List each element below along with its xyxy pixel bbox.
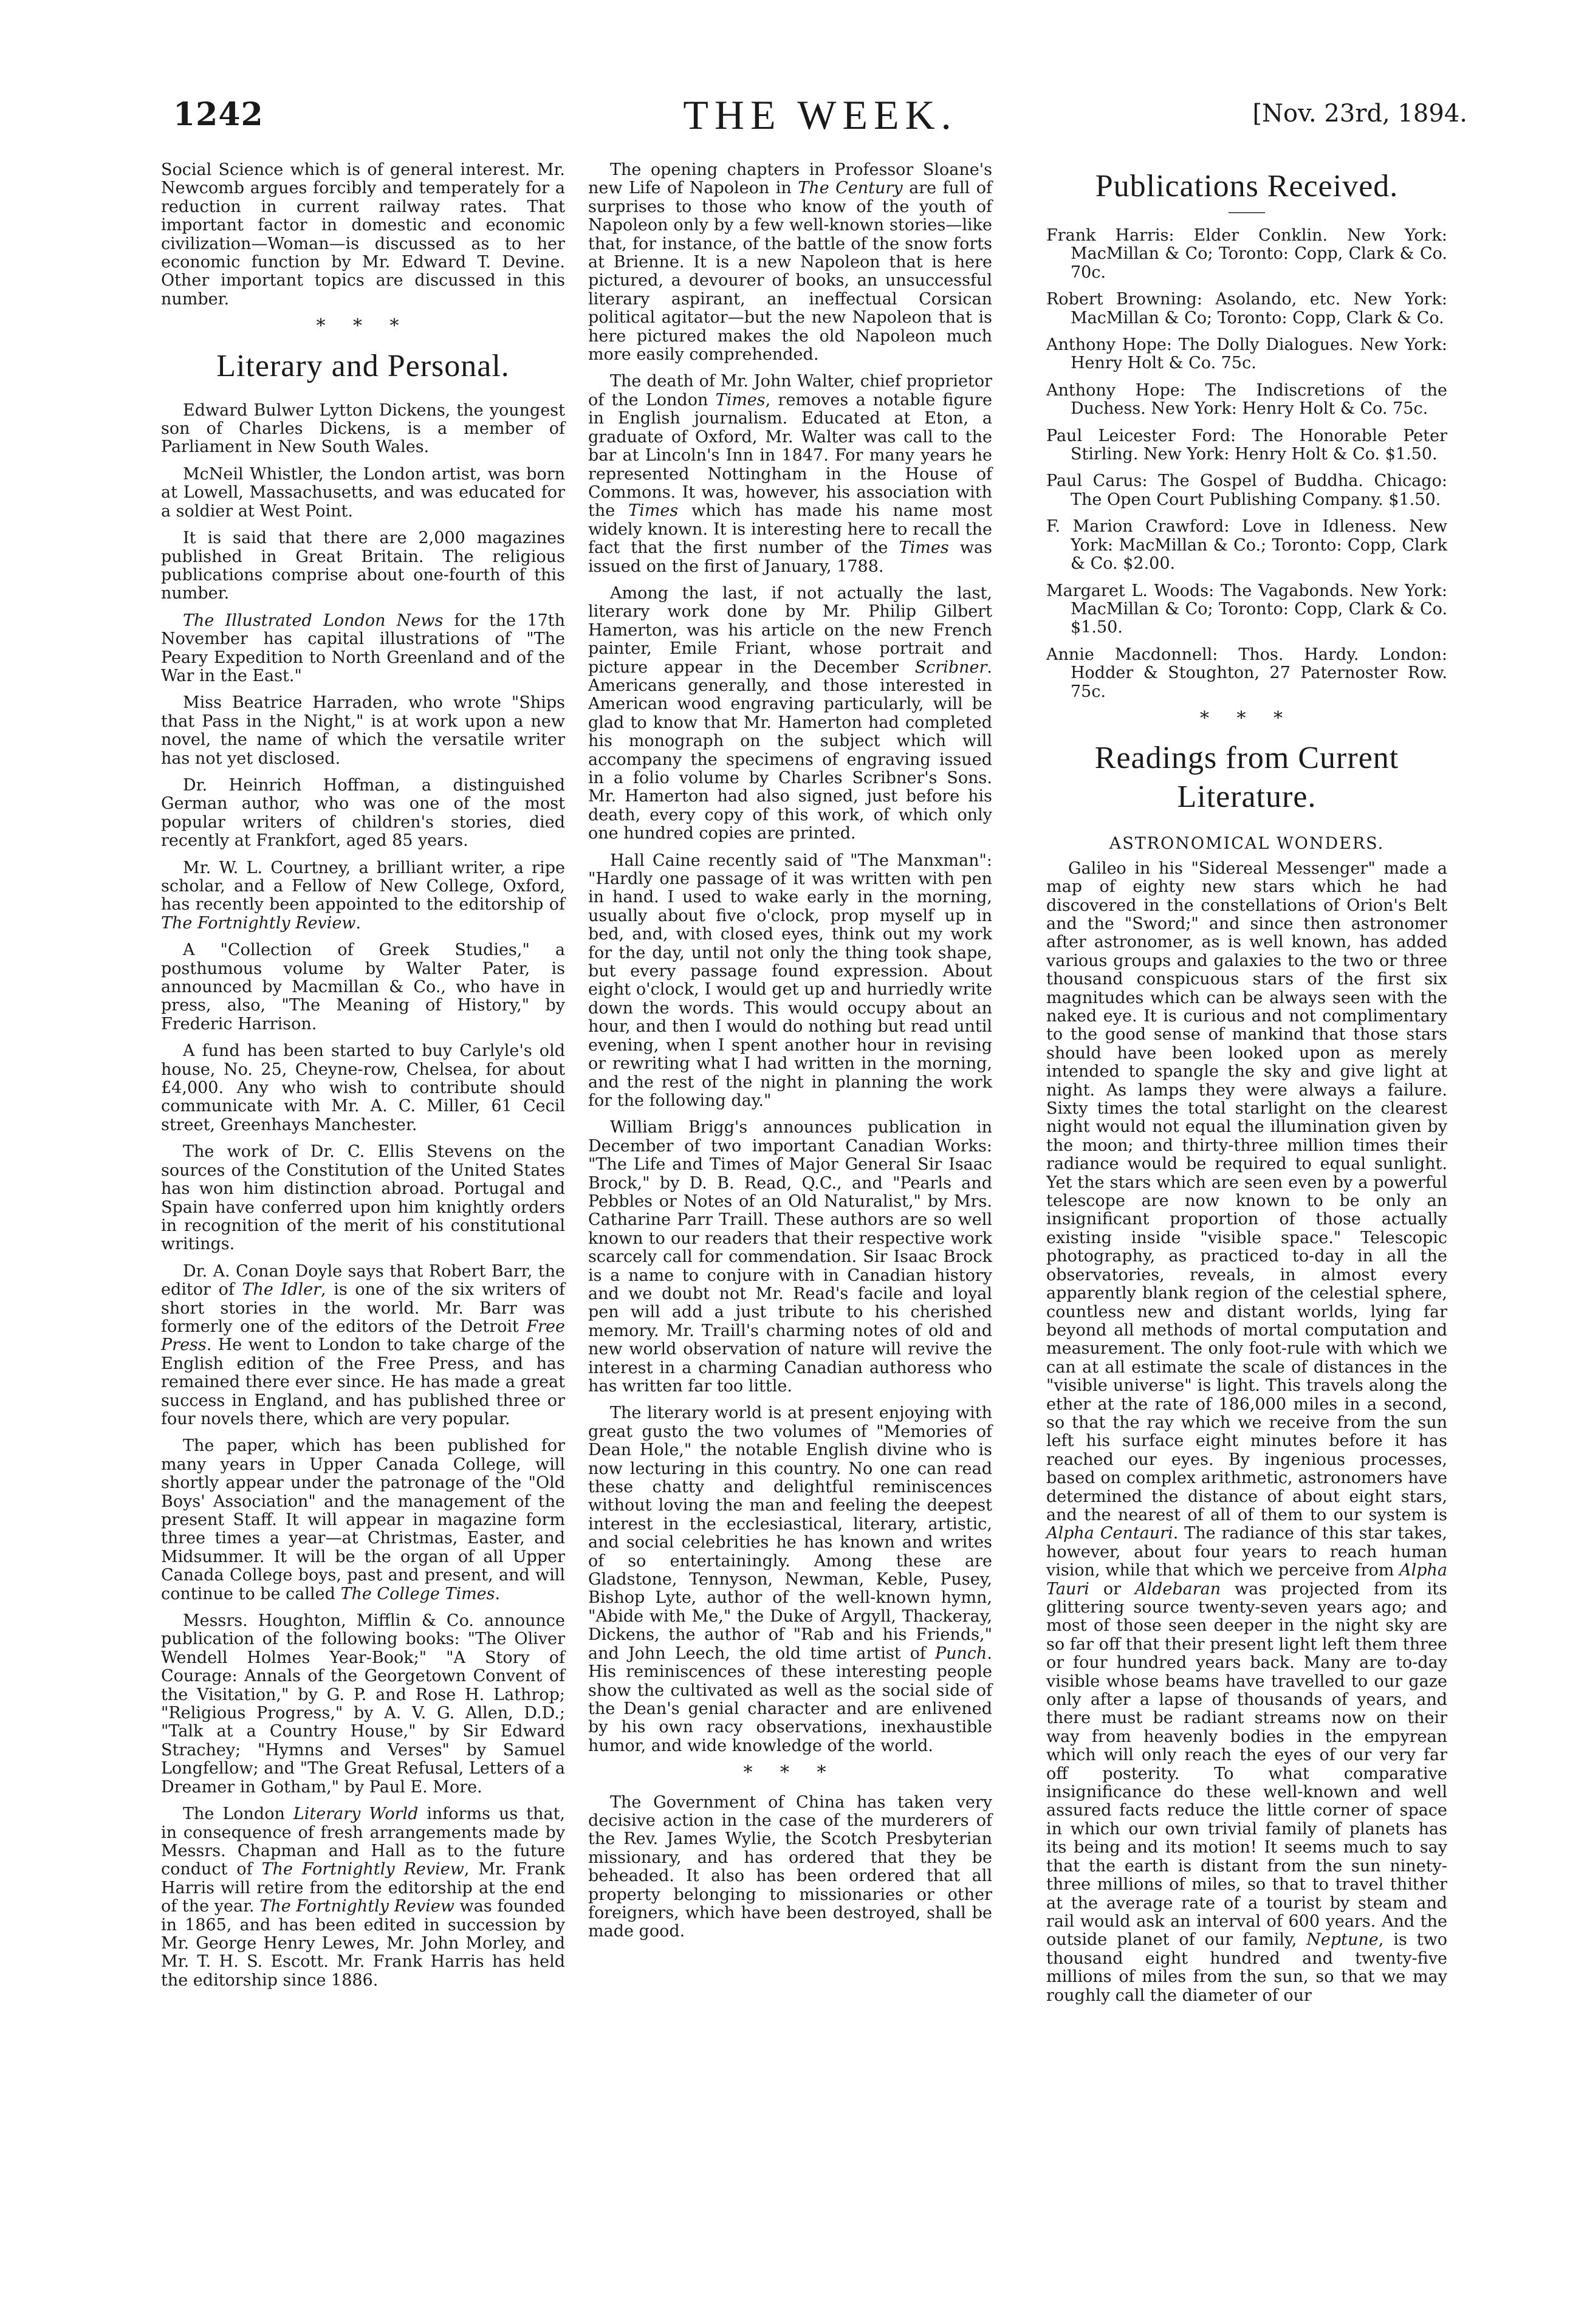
list-item: Annie Macdonnell: Thos. Hardy. London: Hodder & Stoughton, 27 Paternoster Row. 75c. xyxy=(1046,645,1447,701)
paragraph-text: Among the last, if not actually the last, literary work done by Mr. Philip Gilbert Hamerton, was his article on the new French painter, Emile Friant, whose portrait and picture appear in the December xyxy=(588,583,992,677)
list-item: Frank Harris: Elder Conklin. New York: MacMillan & Co; Toronto: Copp, Clark & Co. 70c. xyxy=(1046,226,1447,282)
italic-title: The Fortnightly Review xyxy=(259,1897,455,1916)
paragraph-text: was issued on the first of January, 1788. xyxy=(588,538,992,576)
section-heading-readings: Readings from Current Literature. xyxy=(1094,741,1399,815)
italic-title: Punch xyxy=(934,1644,987,1663)
paragraph-text: . He went to London to take charge of the English edition of the Free Press, and has remained there ever since. He has made a great success in England, and has published three or four novels there, which are very popular. xyxy=(161,1335,565,1428)
paragraph-text: which has made his name most widely known. It is interesting here to recall the fact that the first number of the xyxy=(588,501,992,558)
article-paragraph: McNeil Whistler, the London artist, was born at Lowell, Massachusetts, and was educated for a soldier at West Point. xyxy=(161,464,565,521)
article-paragraph: William Brigg's announces publication in December of two important Canadian Works: "The Life and Times of Major General Sir Isaac Brock," by D. B. Read, Q.C., and "Pearls and Pebbles or Notes of an Old Naturalist," by Mrs. Catharine Parr Traill. These authors are so well known to our readers that their respective work scarcely call for commendation. Sir Isaac Brock is a name to conjure with in Canadian history and we doubt not Mr. Read's facile and loyal pen will add a just tribute to his cherished memory. Mr. Traill's charming notes of old and new world observation of nature will revive the interest in a charming Canadian authoress who has written far too little. xyxy=(588,1118,992,1396)
italic-title: Alpha Tauri xyxy=(1046,1561,1447,1599)
paragraph-text: or xyxy=(1089,1579,1135,1599)
section-divider: * * * xyxy=(316,315,410,337)
paragraph-text: Galileo in his "Sidereal Messenger" made a map of eighty new stars which he had discovered in the constellations of Orion's Belt and the "Sword;" and since then astronomer after astronomer, as is well known, has added various groups and galaxies to the two or three thousand conspicuous stars of the first six magnitudes which can be always seen with the naked eye. It is curious and not complimentary to the good sense of mankind that those stars should have been looked upon as merely intended to spangle the sky and give light at night. As lamps they were always a failure. Sixty times the total starlight on the clearest night would not equal the illumination given by the moon; and thirty-three million times their radiance would be required to equal sunlight. Yet the stars which are seen even by a powerful telescope are now known to be only an insignificant proportion of those actually existing inside "visible space." Telescopic photography, as practiced to-day in all the observatories, reveals, in almost every apparently blank region of the celestial sphere, countless new and distant worlds, lying far beyond all methods of mortal computation and measurement. The only foot-rule with which we can at all estimate the scale of distances in the "visible universe" is light. This travels along the ether at the rate of 186,000 miles in a second, so that the ray which we receive from the sun left his surface eight minutes before it has reached our eyes. By ingenious processes, based on complex arithmetic, astronomers have determined the distance of about eight stars, and the nearest of all of them to our system is xyxy=(1046,859,1447,1524)
list-item: Paul Leicester Ford: The Honorable Peter Stirling. New York: Henry Holt & Co. $1.50. xyxy=(1046,426,1447,464)
article-paragraph xyxy=(161,612,565,686)
paragraph-text: , is one of the six writers of short stories in the world. Mr. Barr was formerly one of the editors of the Detroit xyxy=(161,1280,565,1336)
article-paragraph: Messrs. Houghton, Mifflin & Co. announce publication of the following books: "The Oliver Wendell Holmes Year-Book;" "A Story of Courage: Annals of the Georgetown Convent of the Visitation," by G. P. and Rose H. Lathrop; "Religious Progress," by A. V. G. Allen, D.D.; "Talk at a Country House," by Sir Edward Strachey; "Hymns and Verses" by Samuel Longfellow; and "The Great Refusal, Letters of a Dreamer in Gotham," by Paul E. More. xyxy=(161,1611,565,1797)
column-3 xyxy=(1046,161,1447,2014)
section-divider: * * * xyxy=(743,1762,837,1784)
section-heading-publications: Publications Received. xyxy=(1095,169,1399,204)
article-paragraph xyxy=(161,859,565,933)
article-paragraph: Miss Beatrice Harraden, who wrote "Ships that Pass in the Night," is at work upon a new novel, the name of which the versatile writer has not yet disclosed. xyxy=(161,693,565,768)
paragraph-text: . His reminiscences of these interesting people show the cultivated as well as the social side of the Dean's genial character and are enlivened by his own racy observations, inexhaustible humor, and wide knowledge of the world. xyxy=(588,1644,992,1755)
article-paragraph xyxy=(588,161,992,364)
section-heading-literary: Literary and Personal. xyxy=(216,348,510,383)
article-paragraph xyxy=(161,1805,565,1990)
list-item: Margaret L. Woods: The Vagabonds. New York: MacMillan & Co; Toronto: Copp, Clark & Co. $1.50. xyxy=(1046,581,1447,637)
list-item: Anthony Hope: The Indiscretions of the Duchess. New York: Henry Holt & Co. 75c. xyxy=(1046,380,1447,419)
issue-date: [Nov. 23rd, 1894. xyxy=(1252,100,1467,128)
italic-title: Neptune xyxy=(1306,1930,1379,1950)
list-item: Anthony Hope: The Dolly Dialogues. New York: Henry Holt & Co. 75c. xyxy=(1046,335,1447,373)
italic-title: Times xyxy=(715,390,766,410)
paragraph-text: . xyxy=(355,913,362,933)
masthead-title: THE WEEK. xyxy=(683,92,958,138)
paragraph-text: informs us that, in consequence of fresh arrangements made by Messrs. Chapman and Hall as to the future conduct of xyxy=(161,1805,566,1879)
italic-title: The College Times xyxy=(340,1584,495,1603)
italic-title: Times xyxy=(628,501,679,521)
paragraph-text: Dr. A. Conan Doyle says that Robert Barr, the editor of xyxy=(161,1261,565,1300)
paragraph-text: , is two thousand eight hundred and twenty-five millions of miles from the sun, so that we may roughly call the diameter of our xyxy=(1046,1930,1447,2005)
paragraph-text: Mr. W. L. Courtney, a brilliant writer, a ripe scholar, and a Fellow of New College, Oxford, has recently been appointed to the editorship of xyxy=(161,858,565,914)
article-paragraph: A "Collection of Greek Studies," a posthumous volume by Walter Pater, is announced by Macmillan & Co., who have in press, also, "The Meaning of History," by Frederic Harrison. xyxy=(161,941,565,1033)
paragraph-text: The opening chapters in Professor Sloane's new Life of Napoleon in xyxy=(588,160,992,198)
paragraph-text: was founded in 1865, and has been edited in succession by Mr. George Henry Lewes, Mr. John Morley, and Mr. T. H. S. Escott. Mr. Frank Harris has held the editorship since 1886. xyxy=(161,1897,565,1990)
page-number: 1242 xyxy=(173,96,264,133)
article-paragraph xyxy=(588,584,992,843)
article-paragraph xyxy=(161,1437,565,1603)
article-paragraph xyxy=(588,372,992,575)
heading-rule xyxy=(1229,212,1265,213)
italic-title: The Century xyxy=(798,179,903,198)
paragraph-text: . The radiance of this star takes, however, about four years to reach human vision, while that which we perceive from xyxy=(1046,1524,1447,1580)
paragraph-text: , removes a notable figure in English journalism. Educated at Eton, a graduate of Oxford, Mr. Walter was call to the bar at Lincoln's Inn in 1847. For many years he represented Nottingham in the House of Commons. It was, however, his association with the xyxy=(588,390,992,521)
paragraph-text: The London xyxy=(183,1805,293,1824)
column-2 xyxy=(588,161,992,1950)
paragraph-text: . Americans generally, and those interested in American wood engraving particularly, will be glad to know that Mr. Hamerton had completed his monograph on the subject which will accompany the specimens of engraving issued in a folio volume by Charles Scribner's Sons. Mr. Hamerton had also signed, just before his death, every copy of this work, of which only one hundred copies are printed. xyxy=(588,657,992,843)
paragraph-text: . xyxy=(495,1584,501,1603)
article-paragraph: The work of Dr. C. Ellis Stevens on the sources of the Constitution of the United States has won him distinction abroad. Portugal and Spain have conferred upon him knightly orders in recognition of the merit of his constitutional writings. xyxy=(161,1142,565,1254)
italic-title: Scribner xyxy=(914,657,987,677)
italic-title: Free Press xyxy=(161,1317,565,1355)
paragraph-text: for the 17th November has capital illustrations of "The Peary Expedition to North Greenland and of the War in the East." xyxy=(161,611,565,685)
section-divider: * * * xyxy=(1199,707,1294,729)
paragraph-text: The paper, which has been published for many years in Upper Canada College, will shortly appear under the patronage of the "Old Boys' Association" and the management of the present Staff. It will appear in magazine form three times a year—at Christmas, Easter, and Midsummer. It will be the organ of all Upper Canada College boys, past and present, and will continue to be called xyxy=(161,1436,565,1603)
article-paragraph: Dr. Heinrich Hoffman, a distinguished German author, who was one of the most popular writers of children's stories, died recently at Frankfort, aged 85 years. xyxy=(161,775,565,851)
italic-title: Aldebaran xyxy=(1134,1579,1221,1599)
italic-title: Literary World xyxy=(293,1805,419,1824)
italic-title: The Idler xyxy=(242,1280,321,1300)
article-paragraph: It is said that there are 2,000 magazines published in Great Britain. The religious publications comprise about one-fourth of this number. xyxy=(161,529,565,603)
article-paragraph: Social Science which is of general interest. Mr. Newcomb argues forcibly and temperately for a reduction in current railway rates. That important factor in domestic and economic civilization—Woman—is discussed as to her economic function by Mr. Edward T. Devine. Other important topics are discussed in this number. xyxy=(161,160,565,309)
article-paragraph: A fund has been started to buy Carlyle's old house, No. 25, Cheyne-row, Chelsea, for about £4,000. Any who wish to contribute should communicate with Mr. A. C. Miller, 61 Cecil street, Greenhays Manchester. xyxy=(161,1041,565,1134)
list-item: Robert Browning: Asolando, etc. New York: MacMillan & Co; Toronto: Copp, Clark & Co. xyxy=(1046,290,1447,327)
paragraph-text: are full of surprises to those who know of the youth of Napoleon only by a few well-known stories—like that, for instance, of the battle of the snow forts at Brienne. It is a new Napoleon that is here pictured, a devourer of books, an unsuccessful literary aspirant, an ineffectual Corsican political agitator—but the new Napoleon that is here pictured makes the old Napoleon much more easily comprehended. xyxy=(588,179,992,365)
article-subheading: ASTRONOMICAL WONDERS. xyxy=(1109,834,1385,854)
publications-list xyxy=(1046,227,1447,701)
paragraph-text: The literary world is at present enjoying with great gusto the two volumes of "Memories of Dean Hole," the notable English divine who is now lecturing in this country. No one can read these chatty and delightful reminiscences without loving the man and feeling the deepest interest in the ecclesiastical, literary, artistic, and social celebrities he has known and writes of so entertainingly. Among these are Gladstone, Tennyson, Newman, Keble, Pusey, Bishop Lyte, author of the well-known hymn, "Abide with Me," the Duke of Argyll, Thackeray, Dickens, the author of "Rab and his Friends," and John Leech, the old time artist of xyxy=(588,1404,992,1663)
column-1 xyxy=(161,161,565,1998)
article-paragraph xyxy=(161,1263,565,1429)
article-paragraph: The Government of China has taken very decisive action in the case of the murderers of the Rev. James Wylie, the Scotch Presbyterian missionary, and has ordered that they be beheaded. It also has been ordered that all property belonging to missionaries or other foreigners, which have been destroyed, shall be made good. xyxy=(588,1792,992,1941)
list-item: F. Marion Crawford: Love in Idleness. New York: MacMillan & Co.; Toronto: Copp, Clark & Co. $2.00. xyxy=(1046,517,1447,574)
article-paragraph xyxy=(588,1404,992,1755)
page-header xyxy=(173,91,1467,152)
italic-title: The Fortnightly Review xyxy=(161,913,356,933)
italic-title: Alpha Centauri xyxy=(1046,1524,1173,1543)
paragraph-text: The death of Mr. John Walter, chief proprietor of the London xyxy=(588,372,992,410)
paragraph-text: was projected from its glittering source twenty-seven years ago; and most of those seen deeper in the night sky are so far off that their present light left them three or four hundred years back. Many are to-day visible whose beams have travelled to our gaze only after a lapse of thousands of years, and there must be radiant streams now on their way from heavenly bodies in the empyrean which will only reach the eyes of our very far off posterity. To what comparative insignificance do these well-known and well assured facts reduce the little corner of space in which our own trivial family of planets has its being and its motion! It seems much to say that the earth is distant from the sun ninety-three millions of miles, so that to travel thither at the average rate of a tourist by steam and rail would ask an interval of 600 years. And the outside planet of our family, xyxy=(1046,1579,1447,1950)
list-item: Paul Carus: The Gospel of Buddha. Chicago: The Open Court Publishing Company. $1.50. xyxy=(1046,471,1447,509)
italic-title: Times xyxy=(899,538,949,558)
paragraph-text: , Mr. Frank Harris will retire from the editorship at the end of the year. xyxy=(161,1860,566,1916)
italic-title: The Fortnightly Review xyxy=(261,1860,464,1879)
article-paragraph: Hall Caine recently said of "The Manxman": "Hardly one passage of it was written with pen in hand. I used to wake early in the morning, usually about five o'clock, prop myself up in bed, and, with closed eyes, think out my work for the day, until not only the thing took shape, but every passage found expression. About eight o'clock, I would get up and hurriedly write down the words. This would occupy about an hour, and then I would do nothing but read until evening, when I spent another hour in revising or rewriting what I had written in the morning, and the rest of the night in planning the work for the following day." xyxy=(588,851,992,1110)
italic-title: The Illustrated London News xyxy=(183,611,444,630)
article-paragraph xyxy=(1046,860,1447,2005)
article-paragraph: Edward Bulwer Lytton Dickens, the youngest son of Charles Dickens, is a member of Parliament in New South Wales. xyxy=(161,400,565,457)
